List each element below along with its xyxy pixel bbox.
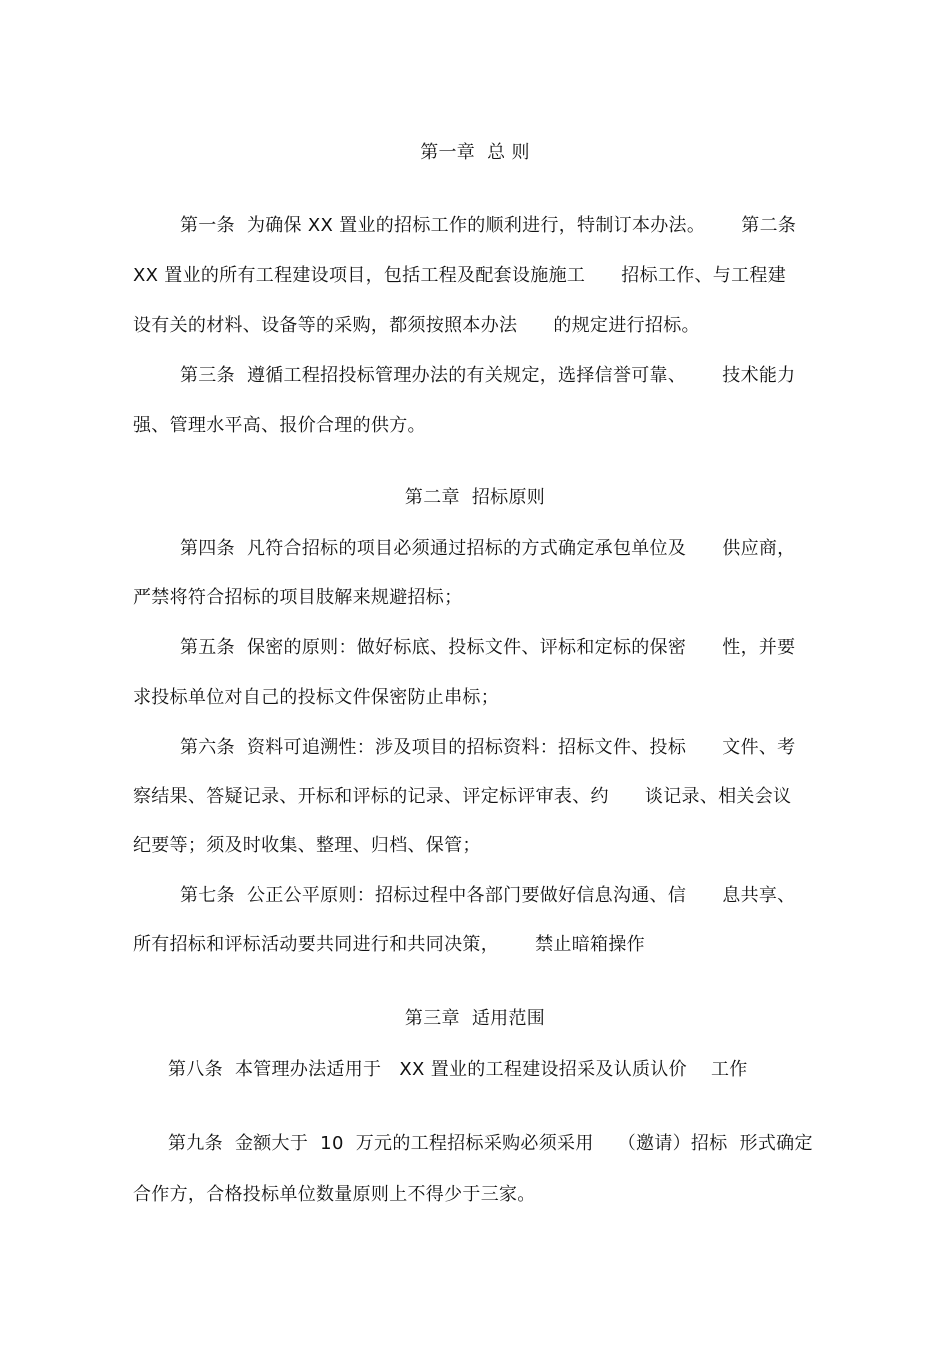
article-5-line-2: 求投标单位对自己的投标文件保密防止串标； (133, 687, 499, 708)
article-4-line-2: 严禁将符合招标的项目肢解来规避招标； (133, 587, 463, 608)
article-1-line-3: 设有关的材料、设备等的采购，都须按照本办法 的规定进行招标。 (133, 315, 700, 336)
article-3-line-1: 第三条 遵循工程招投标管理办法的有关规定，选择信誉可靠、 技术能力 (180, 365, 796, 386)
article-6-line-2: 察结果、答疑记录、开标和评标的记录、评定标评审表、约 谈记录、相关会议 (133, 786, 792, 807)
article-7-line-2: 所有招标和评标活动要共同进行和共同决策， 禁止暗箱操作 (133, 934, 645, 955)
article-1-line-1: 第一条 为确保 XX 置业的招标工作的顺利进行，特制订本办法。 第二条 (180, 215, 797, 236)
article-4-line-1: 第四条 凡符合招标的项目必须通过招标的方式确定承包单位及 供应商， (180, 538, 796, 559)
article-6-line-1: 第六条 资料可追溯性：涉及项目的招标资料：招标文件、投标 文件、考 (180, 737, 796, 758)
article-8-line-1: 第八条 本管理办法适用于 XX 置业的工程建设招采及认质认价 工作 (168, 1059, 748, 1080)
article-9-line-2: 合作方，合格投标单位数量原则上不得少于三家。 (133, 1184, 536, 1205)
chapter-2-title: 第二章 招标原则 (404, 487, 546, 508)
article-7-line-1: 第七条 公正公平原则：招标过程中各部门要做好信息沟通、信 息共享、 (180, 885, 796, 906)
chapter-1-title: 第一章 总 则 (420, 142, 530, 163)
article-5-line-1: 第五条 保密的原则：做好标底、投标文件、评标和定标的保密 性，并要 (180, 637, 796, 658)
article-6-line-3: 纪要等；须及时收集、整理、归档、保管； (133, 835, 481, 856)
article-1-line-2: XX 置业的所有工程建设项目，包括工程及配套设施施工 招标工作、与工程建 (133, 265, 787, 286)
article-3-line-2: 强、管理水平高、报价合理的供方。 (133, 415, 426, 436)
article-9-line-1: 第九条 金额大于 10 万元的工程招标采购必须采用 （邀请）招标 形式确定 (168, 1133, 813, 1154)
chapter-3-title: 第三章 适用范围 (404, 1008, 546, 1029)
